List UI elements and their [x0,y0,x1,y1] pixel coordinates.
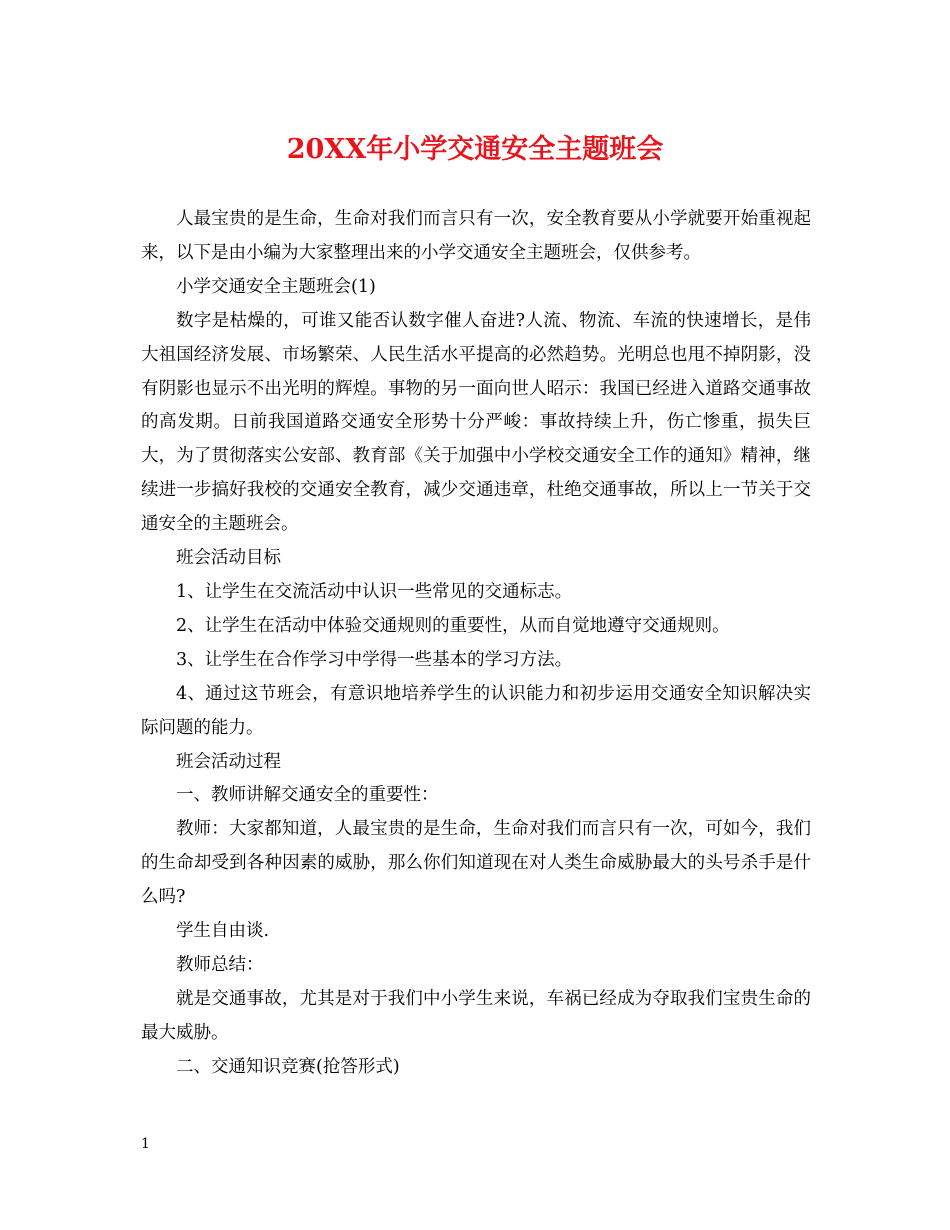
paragraph: 就是交通事故，尤其是对于我们中小学生来说，车祸已经成为夺取我们宝贵生命的最大威胁。 [141,988,811,1043]
paragraph: 学生自由谈. [176,921,270,942]
paragraph: 教师：大家都知道，人最宝贵的是生命，生命对我们而言只有一次，可如今，我们的生命却受到各种因素的威胁，那么你们知道现在对人类生命威胁最大的头号杀手是什么吗? [141,819,811,908]
page-number: 1 [141,1136,150,1152]
paragraph: 3、让学生在合作学习中学得一些基本的学习方法。 [176,649,573,670]
paragraph: 数字是枯燥的，可谁又能否认数字催人奋进?人流、物流、车流的快速增长，是伟大祖国经济发展、市场繁荣、人民生活水平提高的必然趋势。光明总也甩不掉阴影，没有阴影也显示不出光明的辉煌。事物的另一面向世人昭示：我国已经进入道路交通事故的高发期。日前我国道路交通安全形势十分严峻：事故持续上升，伤亡惨重，损失巨大，为了贯彻落实公安部、教育部《关于加强中小学校交通安全工作的通知》精神，继续进一步搞好我校的交通安全教育，减少交通违章，杜绝交通事故，所以上一节关于交通安全的主题班会。 [141,310,811,535]
paragraph: 2、让学生在活动中体验交通规则的重要性，从而自觉地遵守交通规则。 [176,615,730,636]
document-title: 20XX年小学交通安全主题班会 [286,134,664,165]
paragraph: 1、让学生在交流活动中认识一些常见的交通标志。 [176,581,573,602]
paragraph: 二、交通知识竞赛(抢答形式) [176,1056,400,1077]
paragraph: 班会活动过程 [176,751,281,772]
document-body [141,203,811,1085]
paragraph: 一、教师讲解交通安全的重要性： [176,785,439,806]
paragraph: 人最宝贵的是生命，生命对我们而言只有一次，安全教育要从小学就要开始重视起来，以下是由小编为大家整理出来的小学交通安全主题班会，仅供参考。 [141,209,811,263]
paragraph: 4、通过这节班会，有意识地培养学生的认识能力和初步运用交通安全知识解决实际问题的能力。 [141,683,811,738]
paragraph: 班会活动目标 [176,548,281,569]
paragraph: 小学交通安全主题班会(1) [176,276,376,297]
paragraph: 教师总结： [176,954,264,975]
